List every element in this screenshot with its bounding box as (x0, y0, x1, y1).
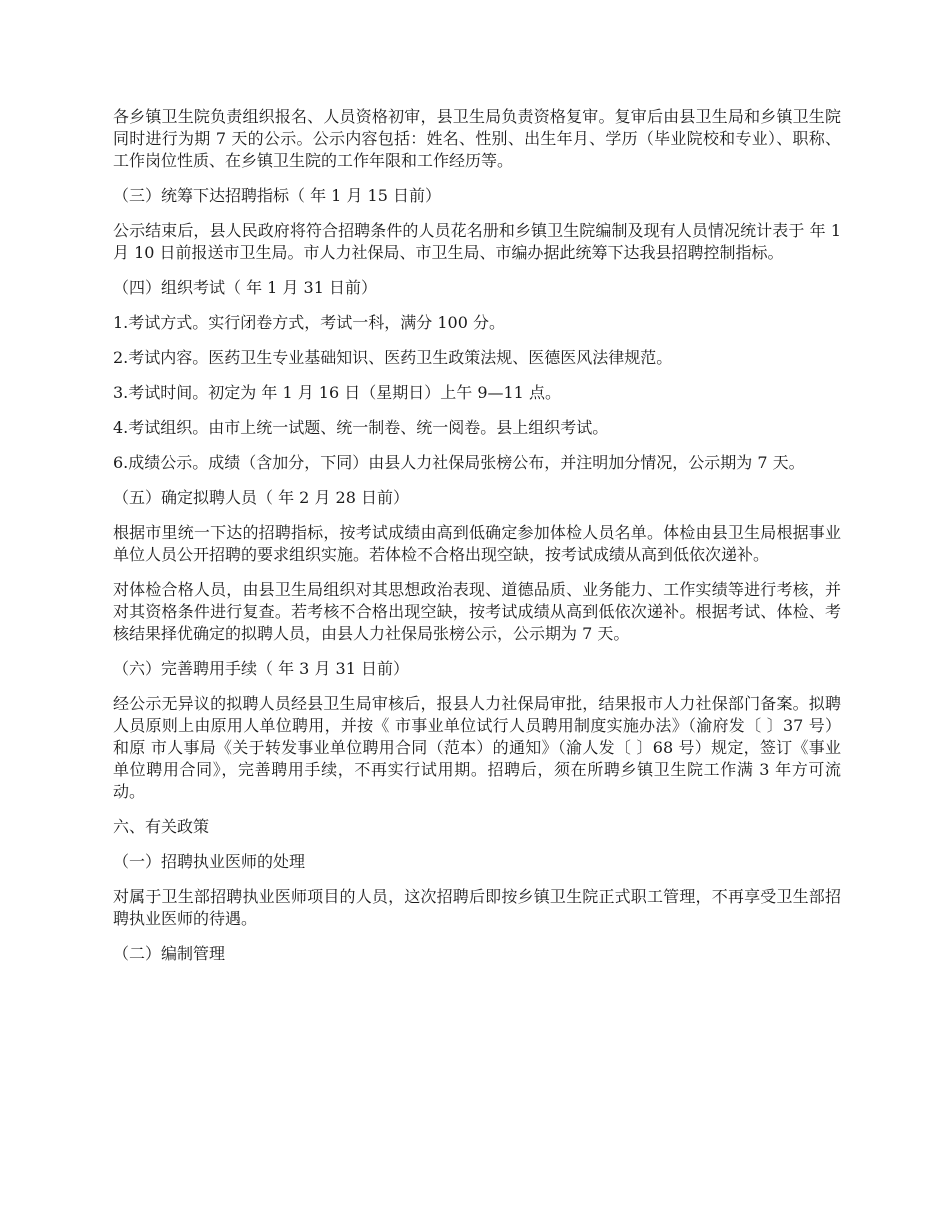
paragraph-quota: 公示结束后，县人民政府将符合招聘条件的人员花名册和乡镇卫生院编制及现有人员情况统计表于 年 1 月 10 日前报送市卫生局。市人力社保局、市卫生局、市编办据此统筹下达我县招聘控制指标。 (113, 221, 841, 262)
paragraph-exam-content: 2.考试内容。医药卫生专业基础知识、医药卫生政策法规、医德医风法律规范。 (113, 348, 673, 367)
paragraph-medical-check: 根据市里统一下达的招聘指标，按考试成绩由高到低确定参加体检人员名单。体检由县卫生局根据事业单位人员公开招聘的要求组织实施。若体检不合格出现空缺，按考试成绩从高到低依次递补。 (113, 523, 841, 564)
heading-policies: 六、有关政策 (113, 817, 210, 836)
paragraph-assessment: 对体检合格人员，由县卫生局组织对其思想政治表现、道德品质、业务能力、工作实绩等进行考核，并对其资格条件进行复查。若考核不合格出现空缺，按考试成绩从高到低依次递补。根据考试、体检、考核结果择优确定的拟聘人员，由县人力社保局张榜公示，公示期为 7 天。 (113, 580, 841, 643)
paragraph-exam-method: 1.考试方式。实行闭卷方式，考试一科，满分 100 分。 (113, 313, 505, 332)
paragraph-exam-time: 3.考试时间。初定为 年 1 月 16 日（星期日）上午 9—11 点。 (113, 383, 561, 402)
paragraph-hiring-procedures: 经公示无异议的拟聘人员经县卫生局审核后，报县人力社保局审批，结果报市人力社保部门备案。拟聘人员原则上由原用人单位聘用，并按《 市事业单位试行人员聘用制度实施办法》（渝府发〔 〕37 号）和原 市人事局《关于转发事业单位聘用合同（范本）的通知》（渝人发〔 〕68 号）规定，签订《事业单位聘用合同》，完善聘用手续，不再实行试用期。招聘后，须在所聘乡镇卫生院工作满 3 年方可流动。 (113, 694, 841, 801)
heading-staffing: （二）编制管理 (113, 944, 226, 963)
paragraph-licensed-physicians: 对属于卫生部招聘执业医师项目的人员，这次招聘后即按乡镇卫生院正式职工管理，不再享受卫生部招聘执业医师的待遇。 (113, 887, 841, 928)
paragraph-registration: 各乡镇卫生院负责组织报名、人员资格初审，县卫生局负责资格复审。复审后由县卫生局和乡镇卫生院同时进行为期 7 天的公示。公示内容包括：姓名、性别、出生年月、学历（毕业院校和专业）、职称、工作岗位性质、在乡镇卫生院的工作年限和工作经历等。 (113, 107, 841, 170)
paragraph-score-publicity: 6.成绩公示。成绩（含加分，下同）由县人力社保局张榜公布，并注明加分情况，公示期为 7 天。 (113, 453, 805, 472)
document-page (113, 106, 841, 978)
heading-exam: （四）组织考试（ 年 1 月 31 日前） (113, 278, 377, 297)
heading-quota: （三）统筹下达招聘指标（ 年 1 月 15 日前） (113, 186, 441, 205)
heading-hiring-procedures: （六）完善聘用手续（ 年 3 月 31 日前） (113, 659, 409, 678)
heading-confirm-hires: （五）确定拟聘人员（ 年 2 月 28 日前） (113, 488, 409, 507)
paragraph-exam-organization: 4.考试组织。由市上统一试题、统一制卷、统一阅卷。县上组织考试。 (113, 418, 609, 437)
heading-licensed-physicians: （一）招聘执业医师的处理 (113, 852, 306, 871)
